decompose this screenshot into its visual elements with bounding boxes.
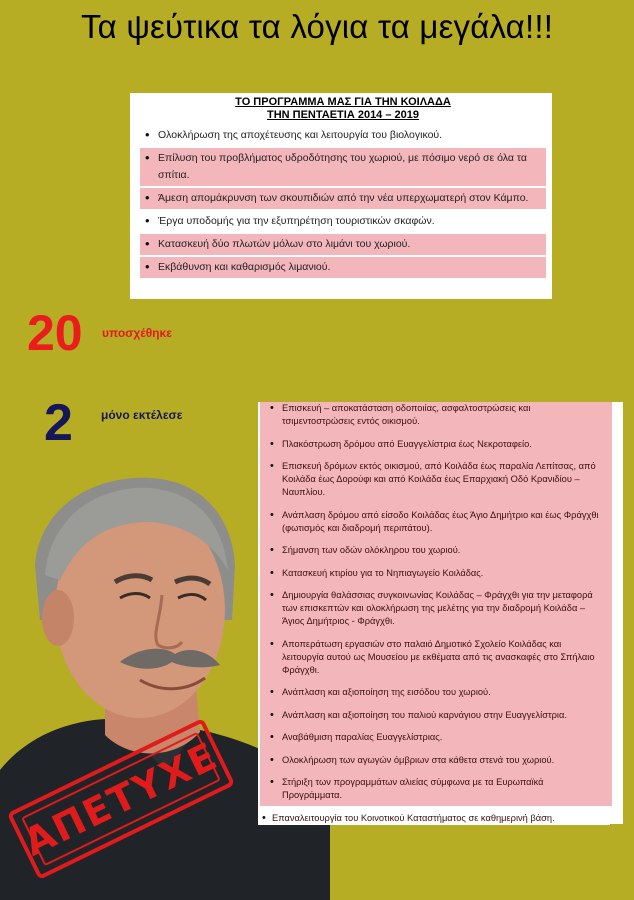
executed-item: • Αποπεράτωση εργασιών στο παλαιό Δημοτικό Σχολείο Κοιλάδας και λειτουργία αυτού ως Μουσείου με εκθέματα από τις ανασκαφές στο Σπήλαιο Φράγχθι. [258, 638, 610, 677]
program-list [140, 125, 546, 278]
executed-count: 2 [44, 394, 73, 452]
executed-item: • Στήριξη των προγραμμάτων αλιείας σύμφωνα με τα Ευρωπαϊκά Προγράμματα. [258, 776, 610, 802]
executed-item: • Δημιουργία θαλάσσιας συγκοινωνίας Κοιλάδας – Φράγχθι για την μεταφορά των επισκεπτών και ολοκλήρωση της μελέτης για την διαδρομή Κοιλάδα – Άγιος Δημήτριος - Φράγχθι. [258, 589, 610, 628]
program-item: • Κατασκευή δύο πλωτών μόλων στο λιμάνι του χωριού. [140, 234, 546, 255]
program-item: • Εκβάθυνση και καθαρισμός λιμανιού. [140, 257, 546, 278]
executed-list [258, 402, 610, 834]
executed-item: • Ανάπλαση και αξιοποίηση της εισόδου του χωριού. [258, 686, 610, 699]
program-box [130, 93, 552, 299]
executed-item: • Πλακόστρωση δρόμου από Ευαγγελίστρια έως Νεκροταφείο. [258, 438, 610, 451]
executed-item: • Επισκευή δρόμων εκτός οικισμού, από Κοιλάδα έως παραλία Λεπίτσας, από Κοιλάδα έως Δορούφι και από Κοιλάδα έως Επαρχιακή Οδό Κρανιδίου – Ναυπλίου. [258, 460, 610, 499]
headline: Τα ψεύτικα τα λόγια τα μεγάλα!!! [80, 8, 554, 45]
executed-item-last: • Επαναλειτουργία του Κοινοτικού Καταστήματος σε καθημερινή βάση. [258, 812, 610, 825]
program-title-line2: ΤΗΝ ΠΕΝΤΑΕΤΙΑ 2014 – 2019 [266, 109, 420, 121]
promised-count: 20 [27, 305, 83, 361]
executed-item: • Ανάπλαση δρόμου από είσοδο Κοιλάδας έως Άγιο Δημήτριο και έως Φράγχθι (φωτισμός και διαδρομή περιπάτου). [258, 509, 610, 535]
executed-item: • Ανάπλαση και αξιοποίηση του παλιού καρνάγιου στην Ευαγγελίστρια. [258, 709, 610, 722]
executed-box [258, 402, 623, 824]
executed-item: • Αναβάθμιση παραλίας Ευαγγελίστριας. [258, 731, 610, 744]
promised-label: υποσχέθηκε [102, 326, 172, 340]
program-item: • Ολοκλήρωση της αποχέτευσης και λειτουργία του βιολογικού. [140, 125, 546, 146]
executed-item: • Ολοκλήρωση των αγωγών όμβριων στα κάθετα στενά του χωριού. [258, 754, 610, 767]
executed-item: • Σήμανση των οδών ολόκληρου του χωριού. [258, 544, 610, 557]
failed-stamp-text: ΑΠΕΤΥΧΕ [17, 733, 225, 865]
program-item: • Έργα υποδομής για την εξυπηρέτηση τουριστικών σκαφών. [140, 211, 546, 232]
executed-label: μόνο εκτέλεσε [101, 408, 183, 422]
program-title-line1: ΤΟ ΠΡΟΓΡΑΜΜΑ ΜΑΣ ΓΙΑ ΤΗΝ ΚΟΙΛΑΔΑ [235, 96, 451, 108]
program-item: • Επίλυση του προβλήματος υδροδότησης του χωριού, με πόσιμο νερό σε όλα τα σπίτια. [140, 148, 546, 186]
program-item: • Άμεση απομάκρυνση των σκουπιδιών από την νέα υπερχωματερή στον Κάμπο. [140, 188, 546, 209]
executed-item: • Επισκευή – αποκατάσταση οδοποιίας, ασφαλτοστρώσεις και τσιμεντοστρώσεις εντός οικισμού. [258, 402, 610, 428]
executed-item: • Κατασκευή κτιρίου για το Νηπιαγωγείο Κοιλάδας. [258, 567, 610, 580]
